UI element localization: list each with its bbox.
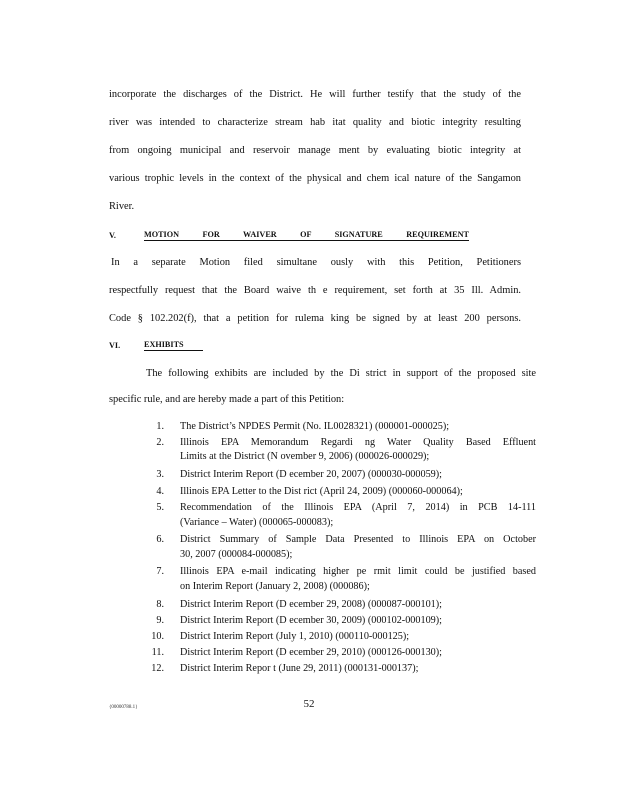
exhibit-text: Illinois EPA e-mail indicating higher pe rmit limit could be justified based bbox=[180, 566, 536, 577]
section-number: VI. bbox=[109, 341, 121, 350]
exhibit-number: 12. bbox=[151, 663, 164, 674]
exhibit-text: Illinois EPA Letter to the Dist rict (April 24, 2009) (000060-000064); bbox=[180, 486, 463, 497]
section-title: EXHIBITS bbox=[144, 339, 203, 351]
paragraph-line: specific rule, and are hereby made a part of this Petition: bbox=[109, 394, 345, 405]
paragraph-line: The following exhibits are included by the Di strict in support of the proposed site bbox=[146, 368, 536, 379]
section-number: V. bbox=[109, 231, 116, 240]
paragraph-line: incorporate the discharges of the District. He will further testify that the study of the bbox=[109, 89, 521, 100]
page-number: 52 bbox=[303, 698, 315, 710]
paragraph-line: respectfully request that the Board waive th e requirement, set forth at 35 Ill. Admin. bbox=[109, 285, 521, 296]
exhibit-text: District Interim Report (D ecember 30, 2009) (000102-000109); bbox=[180, 615, 442, 626]
exhibit-text-cont: Limits at the District (N ovember 9, 2006) (000026-000029); bbox=[180, 451, 430, 462]
document-id: {00000788.1} bbox=[109, 705, 138, 710]
exhibit-number: 10. bbox=[151, 631, 164, 642]
paragraph-line: In a separate Motion filed simultane ously with this Petition, Petitioners bbox=[111, 257, 521, 268]
paragraph-line: from ongoing municipal and reservoir manage ment by evaluating biotic integrity at bbox=[109, 145, 521, 156]
exhibit-number: 1. bbox=[156, 421, 164, 432]
exhibit-number: 7. bbox=[156, 566, 164, 577]
exhibit-text: District Interim Repor t (June 29, 2011) (000131-000137); bbox=[180, 663, 419, 674]
exhibit-number: 8. bbox=[156, 599, 164, 610]
exhibit-text: Illinois EPA Memorandum Regardi ng Water Quality Based Effluent bbox=[180, 437, 536, 448]
exhibit-text: District Interim Report (July 1, 2010) (000110-000125); bbox=[180, 631, 410, 642]
paragraph-line: various trophic levels in the context of the physical and chem ical nature of the Sangamon bbox=[109, 173, 521, 184]
exhibit-text: District Interim Report (D ecember 20, 2007) (000030-000059); bbox=[180, 469, 442, 480]
exhibit-text: The District’s NPDES Permit (No. IL0028321) (000001-000025); bbox=[180, 421, 450, 432]
exhibit-text: District Interim Report (D ecember 29, 2008) (000087-000101); bbox=[180, 599, 442, 610]
exhibit-number: 11. bbox=[151, 647, 164, 658]
exhibit-text-cont: 30, 2007 (000084-000085); bbox=[180, 549, 293, 560]
exhibit-number: 4. bbox=[156, 486, 164, 497]
exhibit-text-cont: (Variance – Water) (000065-000083); bbox=[180, 517, 334, 528]
exhibit-text-cont: on Interim Report (January 2, 2008) (000086); bbox=[180, 581, 370, 592]
exhibit-text: Recommendation of the Illinois EPA (April 7, 2014) in PCB 14-111 bbox=[180, 502, 536, 513]
paragraph-line: Code § 102.202(f), that a petition for rulema king be signed by at least 200 persons. bbox=[109, 313, 521, 324]
exhibit-number: 9. bbox=[156, 615, 164, 626]
exhibit-number: 5. bbox=[156, 502, 164, 513]
exhibit-number: 2. bbox=[156, 437, 164, 448]
exhibit-text: District Interim Report (D ecember 29, 2010) (000126-000130); bbox=[180, 647, 442, 658]
paragraph-line: River. bbox=[109, 201, 135, 212]
section-title: MOTION FOR WAIVER OF SIGNATURE REQUIREMENT bbox=[144, 230, 469, 239]
exhibit-text: District Summary of Sample Data Presented to Illinois EPA on October bbox=[180, 534, 536, 545]
exhibit-number: 6. bbox=[156, 534, 164, 545]
paragraph-line: river was intended to characterize stream hab itat quality and biotic integrity resulting bbox=[109, 117, 521, 128]
exhibit-number: 3. bbox=[156, 469, 164, 480]
